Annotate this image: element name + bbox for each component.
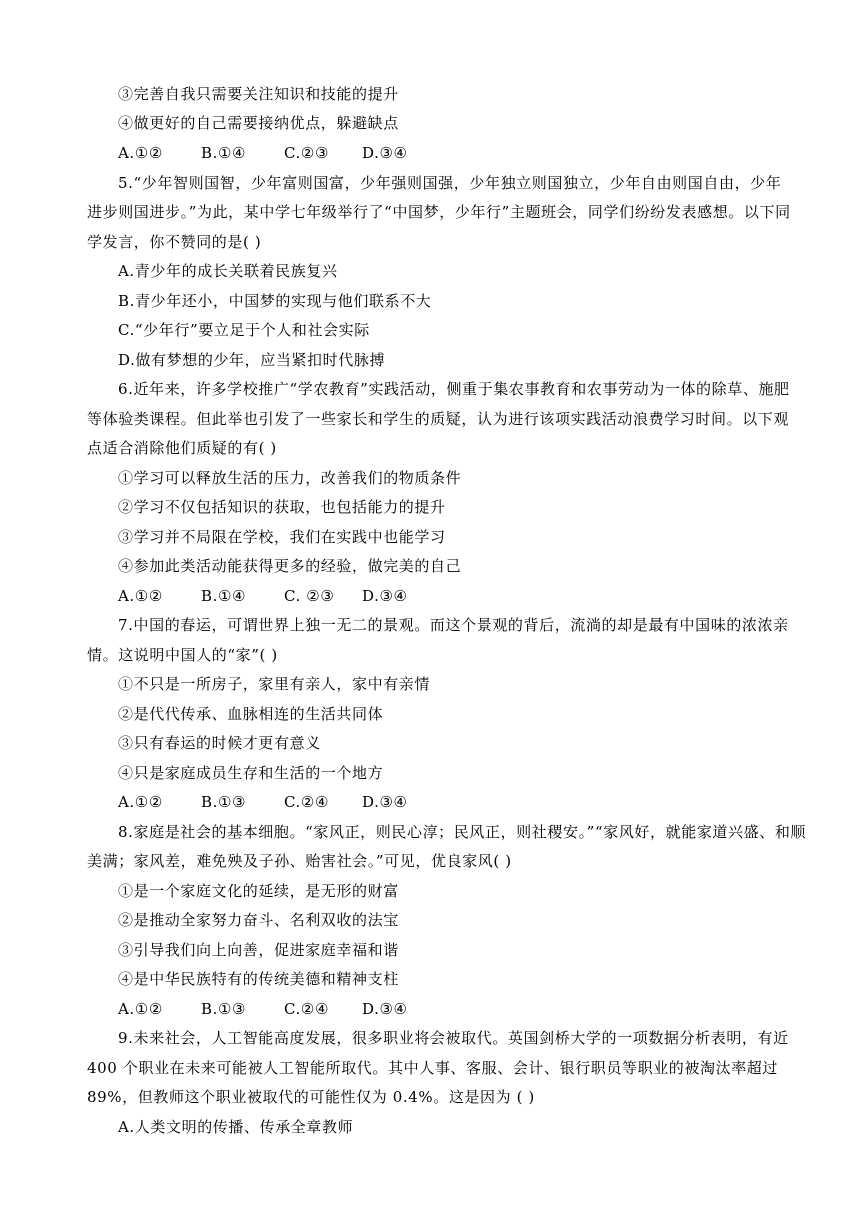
option-d: D.③④	[362, 793, 408, 811]
statement-line: ②是代代传承、血脉相连的生活共同体	[118, 705, 384, 723]
statement-line: ③只有春运的时候才更有意义	[118, 734, 321, 752]
choice-line: A.人类文明的传播、传承全章教师	[118, 1118, 354, 1136]
statement-line: ④只是家庭成员生存和生活的一个地方	[118, 764, 384, 782]
statement-line: ④参加此类活动能获得更多的经验，做完美的自己	[118, 557, 462, 575]
question-text: 进步则国进步。”为此，某中学七年级举行了“中国梦，少年行”主题班会，同学们纷纷发表感想。以下同	[87, 203, 791, 221]
question-text: 点适合消除他们质疑的有( )	[87, 439, 277, 457]
question-text: 9.未来社会，人工智能高度发展，很多职业将会被取代。英国剑桥大学的一项数据分析表明，有近	[118, 1029, 789, 1047]
statement-line: ④是中华民族特有的传统美德和精神支柱	[118, 970, 399, 988]
option-b: B.①③	[201, 793, 247, 811]
option-b: B.①④	[201, 144, 247, 162]
statement-line: ②学习不仅包括知识的获取，也包括能力的提升	[118, 498, 446, 516]
option-c: C.②④	[284, 1000, 330, 1018]
choice-line: D.做有梦想的少年，应当紧扣时代脉搏	[118, 351, 386, 369]
option-d: D.③④	[362, 587, 408, 605]
option-b: B.①④	[201, 587, 247, 605]
answer-options	[118, 143, 408, 163]
choice-line: B.青少年还小，中国梦的实现与他们联系不大	[118, 292, 432, 310]
choice-line: A.青少年的成长关联着民族复兴	[118, 262, 338, 280]
question-text: 美满；家风差，难免殃及子孙、贻害社会。”可见，优良家风( )	[87, 852, 512, 870]
answer-options	[118, 586, 408, 606]
option-a: A.①②	[118, 1000, 163, 1018]
option-a: A.①②	[118, 793, 163, 811]
statement-line: ①不只是一所房子，家里有亲人，家中有亲情	[118, 675, 431, 693]
option-c: C. ②③	[284, 587, 335, 605]
question-text: 7.中国的春运，可谓世界上独一无二的景观。而这个景观的背后，流淌的却是最有中国味的浓浓亲	[118, 616, 789, 634]
option-d: D.③④	[362, 1000, 408, 1018]
option-b: B.①③	[201, 1000, 247, 1018]
text-line: ④做更好的自己需要接纳优点，躲避缺点	[118, 114, 399, 132]
option-a: A.①②	[118, 144, 163, 162]
question-text: 学发言，你不赞同的是( )	[87, 233, 262, 251]
option-a: A.①②	[118, 587, 163, 605]
answer-options	[118, 792, 408, 812]
question-text: 6.近年来，许多学校推广“学农教育”实践活动，侧重于集农事教育和农事劳动为一体的除草、施肥	[118, 380, 790, 398]
statement-line: ③学习并不局限在学校，我们在实践中也能学习	[118, 528, 446, 546]
statement-line: ①是一个家庭文化的延续，是无形的财富	[118, 882, 399, 900]
option-c: C.②③	[284, 144, 330, 162]
statement-line: ②是推动全家努力奋斗、名利双收的法宝	[118, 911, 399, 929]
option-c: C.②④	[284, 793, 330, 811]
question-text: 情。这说明中国人的“家”( )	[87, 646, 278, 664]
question-text: 8.家庭是社会的基本细胞。“家风正，则民心淳；民风正，则社稷安。”“家风好，就能家道兴盛、和顺	[118, 823, 807, 841]
option-d: D.③④	[362, 144, 408, 162]
question-text: 89%，但教师这个职业被取代的可能性仅为 0.4%。这是因为 ( )	[87, 1088, 535, 1106]
answer-options	[118, 999, 408, 1019]
statement-line: ③引导我们向上向善，促进家庭幸福和谐	[118, 941, 399, 959]
question-text: 5.“少年智则国智，少年富则国富，少年强则国强，少年独立则国独立，少年自由则国自由，少年	[118, 174, 782, 192]
text-line: ③完善自我只需要关注知识和技能的提升	[118, 85, 399, 103]
question-text: 等体验类课程。但此举也引发了一些家长和学生的质疑，认为进行该项实践活动浪费学习时间。以下观	[87, 410, 790, 428]
question-text: 400 个职业在未来可能被人工智能所取代。其中人事、客服、会计、银行职员等职业的被淘汰率超过	[87, 1059, 779, 1077]
statement-line: ①学习可以释放生活的压力，改善我们的物质条件	[118, 469, 462, 487]
choice-line: C.“少年行”要立足于个人和社会实际	[118, 321, 370, 339]
